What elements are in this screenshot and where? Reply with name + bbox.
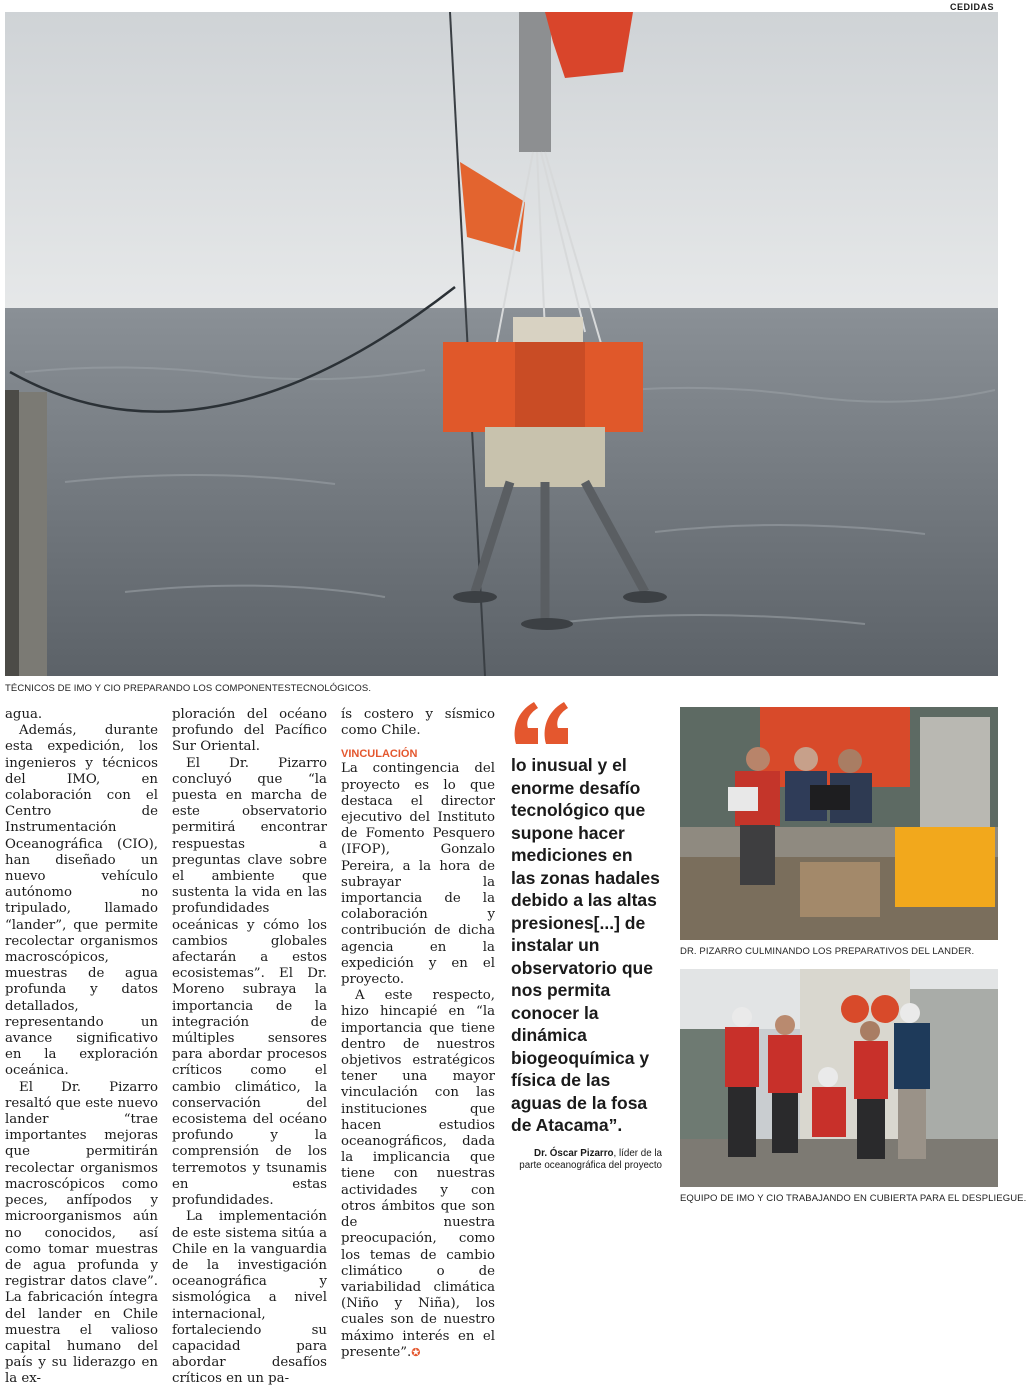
main-photo bbox=[5, 12, 998, 676]
attribution-name: Dr. Óscar Pizarro bbox=[534, 1148, 614, 1159]
paragraph: La contingencia del proyecto es lo que destaca el director ejecutivo del Instituto de Fomento Pesquero (IFOP), Gonzalo Pereira, a la hora de subrayar la importancia de la colaboración y contribución de dicha agencia en la expedición y en el proyecto. bbox=[341, 761, 495, 988]
article-column-2 bbox=[172, 707, 327, 1388]
paragraph: ís costero y sísmico como Chile. bbox=[341, 707, 495, 739]
photo-top-right-caption: DR. PIZARRO CULMINANDO LOS PREPARATIVOS DEL LANDER. bbox=[680, 946, 975, 957]
pull-quote: lo inusual y el enorme desafío tecnológico que supone hacer mediciones en las zonas hadales debido a las altas presiones[...] de instalar un observatorio que nos permita conocer la dinámica biogeoquímica y física de las aguas de la fosa de Atacama”. bbox=[511, 755, 660, 1135]
paragraph: El Dr. Pizarro resaltó que este nuevo lander “trae importantes mejoras que permitirán recolectar organismos macroscópicos como peces, anfípodos y microorganismos aún no conocidos, así como tomar muestras de agua profunda y registrar datos clave”. La fabricación íntegra del lander en Chile muestra el valioso capital humano del país y su liderazgo en la ex- bbox=[5, 1079, 158, 1387]
section-subhead: VINCULACIÓN bbox=[341, 748, 418, 761]
photo-credit: CEDIDAS bbox=[949, 2, 994, 12]
paragraph bbox=[341, 988, 495, 1361]
article-column-1 bbox=[5, 707, 158, 1388]
end-mark-icon: ✪ bbox=[411, 1346, 421, 1359]
paragraph: La implementación de este sistema sitúa a Chile en la vanguardia de la investigación oceanográfica y sismológica a nivel internacional, fortaleciendo su capacidad para abordar desafíos críticos en un pa- bbox=[172, 1209, 327, 1387]
paragraph: El Dr. Pizarro concluyó que “la puesta en marcha de este observatorio permitirá encontrar respuestas a preguntas clave sobre el ambiente que sustenta la vida en las profundidades oceánicas y cómo los cambios globales afectarán a estos ecosistemas”. El Dr. Moreno subraya la importancia de la integración de múltiples sensores para abordar procesos críticos como el cambio climático, la conservación del ecosistema del océano profundo y la comprensión de los terremotos y tsunamis en estas profundidades. bbox=[172, 755, 327, 1209]
quote-attribution bbox=[512, 1148, 662, 1172]
paragraph: agua. bbox=[5, 707, 43, 722]
photo-lander-preparation bbox=[680, 707, 998, 940]
article-column-3 bbox=[341, 707, 495, 1361]
paragraph-text: A este respecto, hizo hincapié en “la importancia que tiene dentro de nuestros objetivos estratégicos tener una mayor vinculación con las instituciones que hacen estudios oceanográficos, dada la implicancia que tiene con nuestras actividades y con otros ámbitos que son de nuestra preocupación, como los temas de cambio climático o de variabilidad climática (Niño y Niña), los cuales son de nuestro máximo interés en el presente”. bbox=[341, 988, 495, 1360]
paragraph: Además, durante esta expedición, los ingenieros y técnicos del IMO, en colaboración con el Centro de Instrumentación Oceanográfica (CIO), han diseñado un nuevo vehículo autónomo no tripulado, llamado “lander”, que permite recolectar organismos macroscópicos, muestras de agua profunda y datos detallados, representando un avance significativo en la exploración oceánica. bbox=[5, 723, 158, 1079]
paragraph: ploración del océano profundo del Pacífico Sur Oriental. bbox=[172, 707, 327, 755]
attribution-role: , líder de la parte oceanográfica del proyecto bbox=[519, 1148, 662, 1171]
main-photo-caption: TÉCNICOS DE IMO Y CIO PREPARANDO LOS COMPONENTESTECNOLÓGICOS. bbox=[5, 683, 372, 694]
quote-mark-icon bbox=[512, 700, 572, 748]
photo-bottom-right-caption: EQUIPO DE IMO Y CIO TRABAJANDO EN CUBIERTA PARA EL DESPLIEGUE. bbox=[680, 1193, 1026, 1204]
photo-team-deployment bbox=[680, 969, 998, 1187]
